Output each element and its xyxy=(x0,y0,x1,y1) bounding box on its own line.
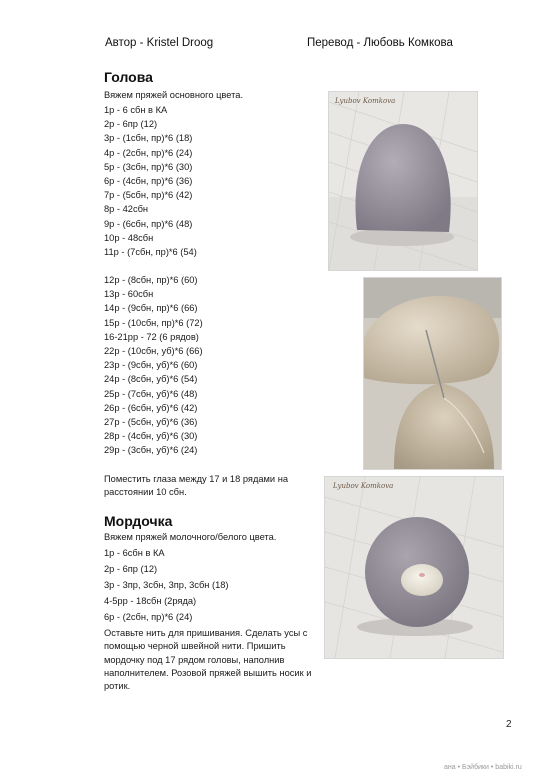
site-footer: ана • Бэйбики • babiki.ru xyxy=(444,764,522,771)
photo-cream-cap-image xyxy=(364,278,501,469)
photo-cream-cap xyxy=(363,277,502,470)
row-item: 26р - (6сбн, уб)*6 (42) xyxy=(104,402,198,413)
row-item: 3р - (1сбн, пр)*6 (18) xyxy=(104,133,193,144)
row-item: 24р - (8сбн, уб)*6 (54) xyxy=(104,374,198,385)
photo-head-with-muzzle xyxy=(324,476,504,659)
row-item: 29р - (3сбн, уб)*6 (24) xyxy=(104,445,198,456)
translator-credit: Перевод - Любовь Комкова xyxy=(307,37,453,49)
row-item: 5р - (3сбн, пр)*6 (30) xyxy=(104,161,193,172)
row-item: 1р - 6сбн в КА xyxy=(104,548,165,558)
row-item: 6р - (2сбн, пр)*6 (24) xyxy=(104,612,193,622)
row-item: 13р - 60сбн xyxy=(104,289,154,300)
row-list-head-b xyxy=(104,273,203,457)
row-item: 28р - (4сбн, уб)*6 (30) xyxy=(104,431,198,442)
row-item: 1р - 6 сбн в КА xyxy=(104,105,168,115)
row-item: 3р - 3пр, 3сбн, 3пр, 3сбн (18) xyxy=(104,580,229,590)
photo-grey-head xyxy=(328,91,478,271)
photo-head-with-muzzle-image xyxy=(325,477,503,658)
row-item: 4-5рр - 18сбн (2ряда) xyxy=(104,596,197,606)
author-credit: Автор - Kristel Droog xyxy=(105,37,214,49)
row-item: 4р - (2сбн, пр)*6 (24) xyxy=(104,147,193,158)
row-item: 8р - 42сбн xyxy=(104,204,149,215)
row-item: 14р - (9сбн, пр)*6 (66) xyxy=(104,303,198,314)
row-item: 12р - (8сбн, пр)*6 (60) xyxy=(104,275,198,285)
row-item: 9р - (6сбн, пр)*6 (48) xyxy=(104,218,193,229)
row-item: 6р - (4сбн, пр)*6 (36) xyxy=(104,175,193,186)
section-note-muzzle: Оставьте нить для пришивания. Сделать усы с помощью черной швейной нити. Пришить мордочку под 17 рядом головы, наполнив наполнителем. Розовой пряжей вышить носик и ротик. xyxy=(104,628,312,692)
row-item: 23р - (9сбн, уб)*6 (60) xyxy=(104,360,198,371)
row-item: 7р - (5сбн, пр)*6 (42) xyxy=(104,190,193,201)
section-intro-muzzle: Вяжем пряжей молочного/белого цвета. xyxy=(104,532,277,542)
row-item: 10р - 48сбн xyxy=(104,232,154,243)
photo-grey-head-image xyxy=(329,92,477,270)
page-number: 2 xyxy=(506,719,512,730)
row-item: 2р - 6пр (12) xyxy=(104,119,158,130)
row-item: 25р - (7сбн, уб)*6 (48) xyxy=(104,388,198,399)
section-note-head: Поместить глаза между 17 и 18 рядами на расстоянии 10 сбн. xyxy=(104,474,289,498)
row-list-head-a xyxy=(104,103,197,259)
section-title-muzzle: Мордочка xyxy=(104,513,173,529)
photo-watermark: Lyubov Komkova xyxy=(333,482,394,490)
row-item: 15р - (10сбн, пр)*6 (72) xyxy=(104,317,203,328)
row-item: 16-21рр - 72 (6 рядов) xyxy=(104,331,199,342)
row-item: 11р - (7сбн, пр)*6 (54) xyxy=(104,246,197,257)
section-intro-head: Вяжем пряжей основного цвета. xyxy=(104,90,244,100)
row-list-muzzle xyxy=(104,545,229,625)
section-title-head: Голова xyxy=(104,69,153,85)
row-item: 22р - (10сбн, уб)*6 (66) xyxy=(104,345,203,356)
row-item: 2р - 6пр (12) xyxy=(104,564,158,574)
row-item: 27р - (5сбн, уб)*6 (36) xyxy=(104,416,198,427)
photo-watermark: Lyubov Komkova xyxy=(335,97,396,105)
